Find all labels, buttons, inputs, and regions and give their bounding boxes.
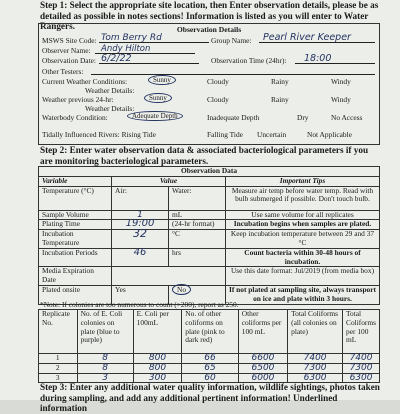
time-value[interactable]: 18:00: [304, 53, 332, 64]
rep-col-ecoli-count: No. of E. Coli colonies on plate (blue to purple): [77, 310, 133, 354]
rep-cell[interactable]: 800: [133, 354, 182, 364]
temp-label: Temperature (°C): [39, 186, 112, 210]
site-code-value[interactable]: Tom Berry Rd: [101, 33, 162, 43]
colonies-note: *Note: If colonies are too numerous to count (>200), report as 250.: [40, 300, 239, 309]
rep-cell[interactable]: 3: [77, 373, 133, 383]
rep-cell[interactable]: 8: [77, 363, 133, 373]
temp-air[interactable]: Air:: [112, 186, 169, 210]
rep-cell[interactable]: 800: [133, 363, 182, 373]
group-label: Group Name:: [211, 36, 252, 45]
rep-col-ecoli-per100: E. Coli per 100mL: [133, 310, 182, 354]
media-tip: Use this date format: Jul/2019 (from media box): [226, 267, 380, 286]
rep-cell[interactable]: 6300: [288, 373, 343, 383]
dry-option[interactable]: Dry: [297, 113, 309, 122]
incub-temp-value[interactable]: 32: [112, 230, 169, 249]
rep-cell[interactable]: 6000: [238, 373, 287, 383]
volume-unit: mL: [169, 210, 226, 220]
step3-text: Step 3: Enter any additional water quality information, wildlife sightings, photos taken during sampling, and add any additional pertinent information! Underlined information: [40, 382, 380, 413]
rep-col-total: Total Coliforms (all colonies on plate): [288, 310, 343, 354]
rep-cell[interactable]: 7400: [343, 354, 380, 364]
rep-col-other-per100: Other coliforms per 100 mL: [238, 310, 287, 354]
group-value[interactable]: Pearl River Keeper: [263, 32, 351, 43]
date-value[interactable]: 6/2/22: [101, 53, 132, 64]
weather-cloudy-option[interactable]: Cloudy: [207, 77, 229, 86]
rep-cell[interactable]: 7300: [343, 363, 380, 373]
observation-data-table: [38, 166, 380, 305]
prev-sunny-option[interactable]: Sunny: [144, 93, 172, 103]
observation-details-box: [38, 23, 380, 145]
table-row: [39, 363, 380, 373]
obs-header: Observation Details: [176, 25, 242, 34]
incub-period-tip: Count bacteria within 30-48 hours of incubation.: [226, 248, 380, 267]
incub-period-value[interactable]: 46: [112, 248, 169, 267]
waterbody-label: Waterbody Condition:: [42, 113, 108, 122]
prev-rainy-option[interactable]: Rainy: [271, 95, 289, 104]
plating-label: Plating Time: [39, 220, 112, 230]
step1-text: Step 1: Select the appropriate site location, then Enter observation details, please be as detailed as possible in notes sections! Information is listed as you will enter to Water Rangers.: [40, 0, 379, 31]
rep-cell[interactable]: 7300: [288, 363, 343, 373]
plated-yes[interactable]: Yes: [112, 285, 169, 304]
rep-col-total-per100: Total Coliforms per 100 mL: [343, 310, 380, 354]
incub-temp-label: Incubation Temperature: [39, 230, 112, 249]
uncertain-option[interactable]: Uncertain: [257, 130, 287, 139]
weather-windy-option[interactable]: Windy: [331, 77, 351, 86]
other-testers-label: Other Testers:: [42, 67, 84, 76]
rep-cell[interactable]: 6500: [238, 363, 287, 373]
plating-unit: (24-hr format): [169, 220, 226, 230]
current-weather-label: Current Weather Conditions:: [42, 77, 128, 86]
col-variable: Variable: [39, 176, 112, 186]
incub-temp-unit: °C: [169, 230, 226, 249]
plating-value[interactable]: 19:00: [112, 220, 169, 230]
incub-temp-tip: Keep incubation temperature between 29 and 37 °C: [226, 230, 380, 249]
observer-label: Observer Name:: [42, 46, 91, 55]
volume-label: Sample Volume: [39, 210, 112, 220]
replicate-table: [38, 309, 380, 383]
volume-tip: Use same volume for all replicates: [226, 210, 380, 220]
falling-tide-option[interactable]: Falling Tide: [207, 130, 243, 139]
plated-tip: If not plated at sampling site, always transport on ice and plate within 3 hours.: [226, 285, 380, 304]
rep-cell[interactable]: 60: [182, 373, 239, 383]
obs-data-header: Observation Data: [39, 167, 380, 177]
rep-cell: 1: [39, 354, 78, 364]
media-label: Media Expiration Date: [39, 267, 112, 286]
tidal-label: Tidally Influenced Rivers: Rising Tide: [42, 130, 156, 139]
rep-col-replicate: Replicate No.: [39, 310, 78, 354]
site-code-label: MSWS Site Code:: [42, 36, 97, 45]
time-label: Observation Time (24hr):: [211, 56, 287, 65]
date-label: Observation Date:: [42, 56, 96, 65]
rep-cell: 3: [39, 373, 78, 383]
rep-cell[interactable]: 8: [77, 354, 133, 364]
rep-cell: 2: [39, 363, 78, 373]
plated-label: Plated onsite: [39, 285, 112, 304]
inadequate-depth-option[interactable]: Inadequate Depth: [207, 113, 260, 122]
col-value: Value: [112, 176, 226, 186]
prev-cloudy-option[interactable]: Cloudy: [207, 95, 229, 104]
step2-text: Step 2: Enter water observation data & associated bacteriological parameters if you are monitoring bacteriological parameters.: [40, 145, 369, 166]
observer-value[interactable]: Andy Hilton: [101, 44, 151, 54]
weather-sunny-option[interactable]: Sunny: [148, 75, 176, 85]
prev-windy-option[interactable]: Windy: [331, 95, 351, 104]
no-access-option[interactable]: No Access: [331, 113, 363, 122]
rep-cell[interactable]: 6600: [238, 354, 287, 364]
prev-weather-label: Weather previous 24-hr:: [42, 95, 114, 104]
plated-no[interactable]: No: [172, 284, 191, 295]
plating-tip: Incubation begins when samples are plated.: [226, 220, 380, 230]
weather-details-label: Weather Details:: [85, 86, 135, 95]
adequate-depth-option[interactable]: Adequate Depth: [127, 111, 183, 121]
rep-cell[interactable]: 300: [133, 373, 182, 383]
rep-cell[interactable]: 65: [182, 363, 239, 373]
table-row: [39, 354, 380, 364]
incub-period-unit: hrs: [169, 248, 226, 267]
temp-water[interactable]: Water:: [169, 186, 226, 210]
incub-period-label: Incubation Periods: [39, 248, 112, 267]
weather-rainy-option[interactable]: Rainy: [271, 77, 289, 86]
prev-weather-details-label: Weather Details:: [85, 104, 135, 113]
col-tips: Important Tips: [226, 176, 380, 186]
media-value[interactable]: [112, 267, 226, 286]
not-applicable-option[interactable]: Not Applicable: [307, 130, 352, 139]
rep-col-other-count: No. of other coliforms on plate (pink to dark red): [182, 310, 239, 354]
rep-cell[interactable]: 7400: [288, 354, 343, 364]
rep-cell[interactable]: 6300: [343, 373, 380, 383]
temp-tip: Measure air temp before water temp. Read with bulb submerged if possible. Don't touch bulb.: [226, 186, 380, 210]
volume-value[interactable]: 1: [112, 210, 169, 220]
rep-cell[interactable]: 66: [182, 354, 239, 364]
